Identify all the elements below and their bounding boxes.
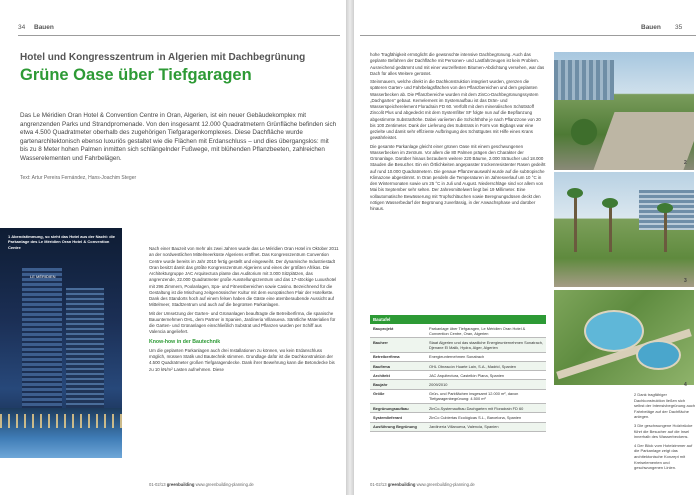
footer-date: 01-02/13 <box>370 482 387 487</box>
section-rule-left <box>18 35 340 36</box>
left-page <box>0 0 346 495</box>
photo-caption-1 <box>0 228 122 256</box>
table-value: Energieunternehmen Sonatrach <box>426 352 546 361</box>
page-number-right: 35 <box>675 24 683 31</box>
footer-url: www.greenbuilding-planning.de <box>195 482 254 487</box>
body-paragraph: Steinmauern, welche direkt in die Dachkonstruktion integriert wurden, grenzen die späteren Garten- und Fahrbelagsflächen von den Pflanzbereichen und dem geplanten Wasserbecken ab. Die Pflanzbereiche wurden mit dem ZinCo-Dachbegrünungssystem „Dachgarten“ gebaut. Kernelement im Systemaufbau ist das Drän- und Wasserspeicherelement Floradrain FD 60. Verfüllt mit dem mineralischen Schüttstoff Zincolit Plus und abgedeckt mit dem Systemfilter SF folgte nun auf die Bepflanzung abgestimmte Substrathöhe. Dabei variierten die Schichthöhe je nach Pflanzzone von 20 bis 100 Zentimeter. Dank der Lieferung des Substrats in Form von Bigbags war eine gezielte und damit sehr effiziente Aufbringung des Schüttgutes mit Hilfe eines Krans gewährleistet. <box>370 79 541 141</box>
photo-palm <box>664 207 667 252</box>
photo-tree <box>564 107 604 157</box>
table-key: Systemlieferant <box>370 413 426 422</box>
photo-palm <box>609 202 612 252</box>
table-row <box>370 413 546 422</box>
table-key: Architekt <box>370 371 426 380</box>
footer-brand: greenbuilding <box>166 482 195 487</box>
figure-captions <box>634 392 696 474</box>
table-value: Jardinería Villanueva, Valencia, Spanien <box>426 422 546 431</box>
article-kicker: Hotel und Kongresszentrum in Algerien mit Dachbegrünung <box>20 52 306 63</box>
table-key: Betreiberfirma <box>370 352 426 361</box>
body-column-2 <box>370 52 546 214</box>
article-headline: Grüne Oase über Tiefgaragen <box>20 66 252 84</box>
table-row <box>370 371 546 380</box>
table-row <box>370 389 546 403</box>
footer-brand: greenbuilding <box>387 482 416 487</box>
body-column-1 <box>149 246 339 375</box>
photo-building <box>22 268 62 418</box>
aerial-pool-photo-4 <box>554 290 694 385</box>
footer-date: 01-02/13 <box>149 482 166 487</box>
table-key: Baujahr <box>370 380 426 389</box>
figure-number-4: 4 <box>684 382 687 388</box>
photo-palm-frond <box>567 188 583 198</box>
body-paragraph: Mit der Umsetzung der Garten- und Grünanlagen beauftragte die Betreiberfirma, die spanische Bauunternehmen OHL, dem Partner in Spanien, Jardineria Villanueva. Sämtliche Materialien für die Garten- und Grünanlagen einschließlich Substrat und Pflanzen wurden per Schiff aus Valencia angeliefert. <box>149 310 336 335</box>
article-lede: Das Le Méridien Oran Hotel & Convention Centre in Oran, Algerien, ist ein neuer Gebäudekomplex mit angrenzenden Parks und Strandpromenade. Von den insgesamt 12.000 Quadratmetern Grünfläche befinden sich etwa 4.500 Quadratmeter oberhalb des zugehörigen Tiefgaragenkomplexes. Diese Dachfläche wurde gartenarchitektonisch ebenso luxuriös gestaltet wie die Flächen mit Erdanschluss – und dies übergangslos: mit bis zu 8 Meter hohen Palmen inmitten sich schlängelnder Fußwege, mit blühenden Pflanzbeeten, zahlreichen Wasserelementen und Fahrbelägen. <box>20 112 337 162</box>
body-paragraph: Um die geplanten Parkanlagen auch drei Installationen zu können, wo kein Erdanschluss möglich, müssen Statik und Bautechnik stimmen. Grundlage dafür ist die Dachkonstruktion der 4.500 Quadratmeter großen Tiefgaragendecke. Dank ihrer Bewehrung kann die Betondecke bis zu 10 kN/m² Lasten aufnehmen. Diese <box>149 347 335 372</box>
table-value: ZinCo Cubiertas Ecológicas S.L., Barcelona, Spanien <box>426 413 546 422</box>
footer-right <box>370 482 475 487</box>
table-key: Baufirma <box>370 361 426 370</box>
footer-left <box>149 482 254 487</box>
table-row <box>370 361 546 370</box>
figure-number-2: 2 <box>684 160 687 166</box>
palm-garden-photo-3 <box>554 172 694 287</box>
article-byline: Text: Artur Pereira Fernández, Hans-Joachim Steger <box>20 175 137 181</box>
section-label-right: Bauen <box>641 24 661 31</box>
table-row <box>370 352 546 361</box>
page-number-left: 34 <box>18 24 26 31</box>
photo-pool <box>584 310 644 352</box>
photo-palm <box>574 192 577 252</box>
right-page <box>354 0 700 495</box>
table-key: Bauprojekt <box>370 324 426 338</box>
photo-pool <box>636 340 681 370</box>
table-key: Größe <box>370 389 426 403</box>
table-row <box>370 404 546 413</box>
figure-caption: 3 Die geschwungene Holzbrücke führt die Besucher auf die Insel innerhalb des Wasserbeckens. <box>634 422 693 440</box>
hotel-sign: LE MÉRIDIEN <box>30 274 56 279</box>
figure-number-3: 3 <box>684 278 687 284</box>
photo-caption-text: 1 Abendstimmung, so sieht das Hotel aus der Nacht: die Parkanlage des Le Méridien Oran Hotel & Convention Centre <box>8 234 115 250</box>
table-row <box>370 324 546 338</box>
project-facts-table <box>370 315 546 432</box>
table-value: ZinCo-Systemaufbau Dachgarten mit Floradrain FD 60 <box>426 404 546 413</box>
photo-building <box>66 288 104 418</box>
body-paragraph: hohe Tragfähigkeit ermöglicht die gewünschte intensive Dachbegrünung. Auch das geplante Befahren der Dachfläche mit Personen- und Lastfahrzeugen ist kein Problem. Ausreichend gedämmt und mit einer wurzelfesten Bitumen-Abdichtung versehen, war das Dach für alles Weitere gerüstet. <box>370 52 545 76</box>
section-label-left: Bauen <box>34 24 54 31</box>
table-key: Ausführung Begrünung <box>370 422 426 431</box>
table-row <box>370 338 546 352</box>
figure-caption: 4 Der Blick vom Hotelzimmer auf die Parkanlage zeigt das architektonische Konzept mit Kreiselementen und geschwungenen Linien. <box>634 442 693 471</box>
footer-url: www.greenbuilding-planning.de <box>416 482 475 487</box>
photo-path <box>593 112 694 170</box>
table-title: Bautafel <box>370 315 546 324</box>
figure-caption: 2 Dank tragfähiger Dachkonstruktion ließen sich selbst der Intensivbegrünung auch Fahrbeläge auf der Dachfläche anlegen. <box>634 392 696 420</box>
table-value: Parkanlage über Tiefgaragen, Le Méridien Oran Hotel & Convention Centre, Oran, Algerien <box>426 324 546 338</box>
roof-garden-photo-2 <box>554 52 694 170</box>
table-key: Bauherr <box>370 338 426 352</box>
photo-palm-frond <box>602 198 618 208</box>
table-value: JAC Arquitectura, Castellón Plana, Spanien <box>426 371 546 380</box>
subheading: Know-how in der Bautechnik <box>149 338 221 345</box>
photo-palm-frond <box>657 203 673 213</box>
table-value: Staat Algerien und das staatliche Energieunternehmen Sonatrach, Djenane El Malik, Hydra, Alger, Algerien <box>426 338 546 352</box>
table-row <box>370 422 546 431</box>
table-key: Begrünungsaufbau <box>370 404 426 413</box>
table-value: Grün- und Parkflächen insgesamt 12.000 m², davon Tiefgaragenbegrünung: 4.500 m² <box>426 389 546 403</box>
body-paragraph: Nach einer Bauzeit von mehr als zwei Jahren wurde das Le Méridien Oran Hotel im Oktober 2011 an der nordwestlichen Mittelmeerküste Algeriens eröffnet. Das Kongresszentrum Convention Centre wurde bereits im Jahr 2010 fertig gestellt und eingeweiht. Der dynamische Industriestadt Oran besitzt damit das größte Kongresszentrum Algeriens und eines der größten Afrikas. Die Architekturgruppe JAC Arquitectura plante das Auditorium mit 3.000 Sitzplätzen, das angrenzende, 22.000 Quadratmeter große Ausstellungszentrum und das 17-stöckige Luxushotel mit 296 Zimmern, Poolanlagen, Spa- und Fitnessbereichen sowie Casino. Bezeichnend für die Gestaltung ist die Mischung zeitgenössischer Kultur mit dem europäischen Flair der Hotelkette. Dank des Standorts hoch auf einem felsen haben die Gäste eine atemberaubende Aussicht auf Mittelmeer, Stadtzentrum und auch auf die begrünten Parkanlagen. <box>149 246 339 308</box>
table-row <box>370 380 546 389</box>
hotel-night-photo <box>0 228 122 458</box>
spine-gutter <box>346 0 354 495</box>
photo-lights <box>0 414 122 428</box>
table-value: OHL Obrascón Huarte Lain, S.A., Madrid, Spanien <box>426 361 546 370</box>
body-paragraph: Die gesamte Parkanlage gleicht einer grünen Oase mit einem geschwungenen Wasserbecken im Zentrum. Vor allem die 80 Palmen prägen den Charakter der Grünanlage. Darüber hinaus bezaubern weitere 220 Bäume, 2.000 Sträucher und 18.000 Stauden die Besucher. Ein ein Örtlichkeiten angepasster trockenresistenter Rasen gedeiht auf rund 10.000 Quadratmetern. Die genaue Pflanzenauswahl wurde auf die subtropische Klimazone abgestimmt. In Oran pendeln die Temperaturen im Jahresverlauf um 10 °C in den Wintermonaten sowie um 25 °C in Juli und August. Niederschläge sind vor allem von Mai bis September sehr selten. Der Jahresmittelwert liegt bei 19 Millimeter. Eine vollautomatische Bewässerung mit Tropfschläuchen sowie Beregnungsdüsen deckt den nötigen Wasserbedarf der Begrünung zuverlässig, in der Anwachsphase und darüber hinaus. <box>370 143 546 211</box>
table-value: 2009/2010 <box>426 380 546 389</box>
section-rule-right <box>360 35 696 36</box>
photo-building <box>554 60 614 100</box>
